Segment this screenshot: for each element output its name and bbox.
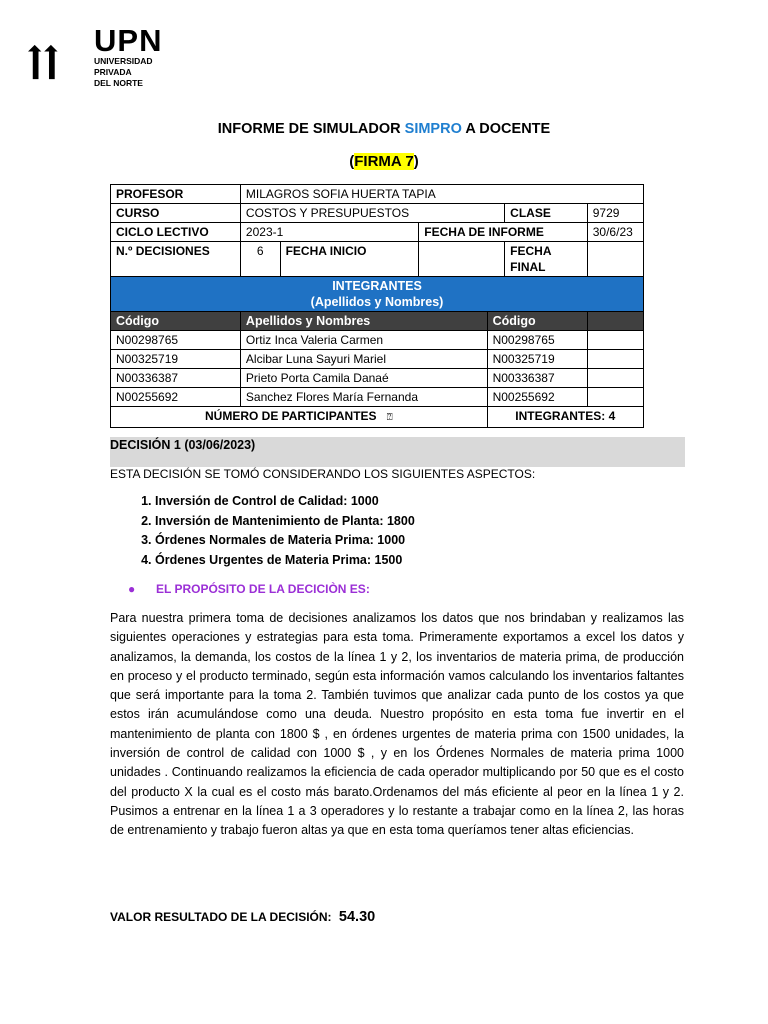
participants-label — [111, 407, 488, 428]
member-code: N00325719 — [111, 350, 241, 369]
member-code: N00336387 — [111, 369, 241, 388]
integrantes-columns — [111, 312, 644, 331]
table-row — [111, 350, 644, 369]
member-extra — [587, 350, 643, 369]
fecha-informe-value: 30/6/23 — [587, 223, 643, 242]
participants-row — [111, 407, 644, 428]
member-name: Sanchez Flores María Fernanda — [240, 388, 487, 407]
col-header-name: Apellidos y Nombres — [240, 312, 487, 331]
member-name: Alcibar Luna Sayuri Mariel — [240, 350, 487, 369]
curso-value: COSTOS Y PRESUPUESTOS — [240, 204, 504, 223]
table-row — [111, 369, 644, 388]
fecha-inicio-label: FECHA INICIO — [280, 242, 419, 277]
integrantes-title — [111, 277, 644, 312]
info-table — [110, 184, 644, 428]
ciclo-label: CICLO LECTIVO — [111, 223, 241, 242]
clase-label: CLASE — [505, 204, 588, 223]
integrantes-title-text: INTEGRANTES — [332, 279, 422, 293]
logo-line-1: UNIVERSIDAD — [94, 56, 153, 66]
member-code: N00255692 — [111, 388, 241, 407]
member-code: N00298765 — [111, 331, 241, 350]
firma-open: ( — [349, 153, 355, 170]
fecha-final-label — [505, 242, 588, 277]
upn-logo — [94, 23, 163, 89]
col-header-empty — [587, 312, 643, 331]
result-value: 54.30 — [338, 909, 376, 925]
logo-line-3: DEL NORTE — [94, 78, 143, 88]
integrantes-subtitle: (Apellidos y Nombres) — [310, 295, 444, 309]
purpose-label: EL PROPÓSITO DE LA DECICIÒN ES: — [156, 582, 370, 596]
fecha-final-label-2: FINAL — [510, 260, 546, 274]
list-item: 1. Inversión de Control de Calidad: 1000 — [155, 492, 415, 512]
fecha-final-value — [587, 242, 643, 277]
bullet-icon: ● — [128, 582, 136, 596]
report-title — [0, 121, 768, 137]
placeholder-icon: ⍰ — [386, 412, 393, 423]
participants-label-text: NÚMERO DE PARTICIPANTES — [204, 409, 377, 423]
member-code-2: N00255692 — [487, 388, 587, 407]
member-name: Ortiz Inca Valeria Carmen — [240, 331, 487, 350]
logo-line-2: PRIVADA — [94, 67, 132, 77]
table-row — [111, 388, 644, 407]
row-decisiones — [111, 242, 644, 277]
participants-count: INTEGRANTES: 4 — [487, 407, 643, 428]
logo-name: UPN — [94, 23, 163, 58]
curso-label: CURSO — [111, 204, 241, 223]
integrantes-header — [111, 277, 644, 312]
list-item: 2. Inversión de Mantenimiento de Planta: 1800 — [155, 512, 415, 532]
profesor-label: PROFESOR — [111, 185, 241, 204]
list-item: 3. Órdenes Normales de Materia Prima: 1000 — [155, 531, 415, 551]
clase-value: 9729 — [587, 204, 643, 223]
member-extra — [587, 331, 643, 350]
list-item: 4. Órdenes Urgentes de Materia Prima: 1500 — [155, 551, 415, 571]
decisiones-value: 6 — [240, 242, 280, 277]
aspects-intro: ESTA DECISIÓN SE TOMÓ CONSIDERANDO LOS SIGUIENTES ASPECTOS: — [110, 467, 536, 481]
row-ciclo — [111, 223, 644, 242]
firma-highlight: FIRMA 7 — [354, 153, 414, 170]
decision-result — [110, 909, 375, 925]
fecha-inicio-value — [419, 242, 505, 277]
firma-label — [0, 153, 768, 170]
member-code-2: N00298765 — [487, 331, 587, 350]
aspects-list — [115, 492, 415, 570]
table-row — [111, 331, 644, 350]
title-part-1: INFORME DE SIMULADOR — [217, 121, 405, 137]
member-name: Prieto Porta Camila Danaé — [240, 369, 487, 388]
purpose-paragraph: Para nuestra primera toma de decisiones analizamos los datos que nos brindaban y realizamos las siguientes operaciones y estrategias para esta toma. Primeramente exportamos a excel los datos y analizamos, la demanda, los costos de la línea 1 y 2, los inventarios de materia prima, de producción en proceso y el producto terminado, según esta información vamos calculando los inventarios faltantes que será importante para la toma 2. También tuvimos que analizar cada punto de los costos ya que estos irán acumulándose como una deuda. Nuestro propósito en esta toma fue invertir en el mantenimiento de planta con 1800 $ , en órdenes urgentes de materia prima con 1500 unidades, la inversión de control de calidad con 1000 $ , y en los Órdenes Normales de materia prima 1000 unidades . Continuando realizamos la eficiencia de cada operador multiplicando por 50 que es el costo del producto X la cual es el costo más barato.Ordenamos del más eficiente al peor en la línea 1 y 2. Pusimos a entrenar en la línea 1 a 3 operadores y lo restante a trabajar como en la línea 2, las horas de entrenamiento y trabajo fueron altas ya que en esta toma queríamos tener altas eficiencias. — [110, 611, 684, 838]
col-header-code-2: Código — [487, 312, 587, 331]
member-extra — [587, 388, 643, 407]
title-part-2: A DOCENTE — [461, 121, 551, 137]
row-profesor — [111, 185, 644, 204]
row-curso — [111, 204, 644, 223]
title-highlight: SIMPRO — [404, 121, 462, 137]
member-code-2: N00336387 — [487, 369, 587, 388]
decisiones-label: N.º DECISIONES — [111, 242, 241, 277]
upn-logo-mark — [28, 26, 90, 98]
ciclo-value: 2023-1 — [240, 223, 418, 242]
member-extra — [587, 369, 643, 388]
member-code-2: N00325719 — [487, 350, 587, 369]
purpose-heading — [130, 582, 370, 596]
decision-heading: DECISIÓN 1 (03/06/2023) — [110, 437, 685, 467]
firma-close: ) — [413, 153, 419, 170]
profesor-value: MILAGROS SOFIA HUERTA TAPIA — [240, 185, 643, 204]
col-header-code: Código — [111, 312, 241, 331]
result-label: VALOR RESULTADO DE LA DECISIÓN: — [110, 910, 332, 924]
fecha-informe-label: FECHA DE INFORME — [419, 223, 587, 242]
fecha-final-label-1: FECHA — [510, 244, 552, 258]
